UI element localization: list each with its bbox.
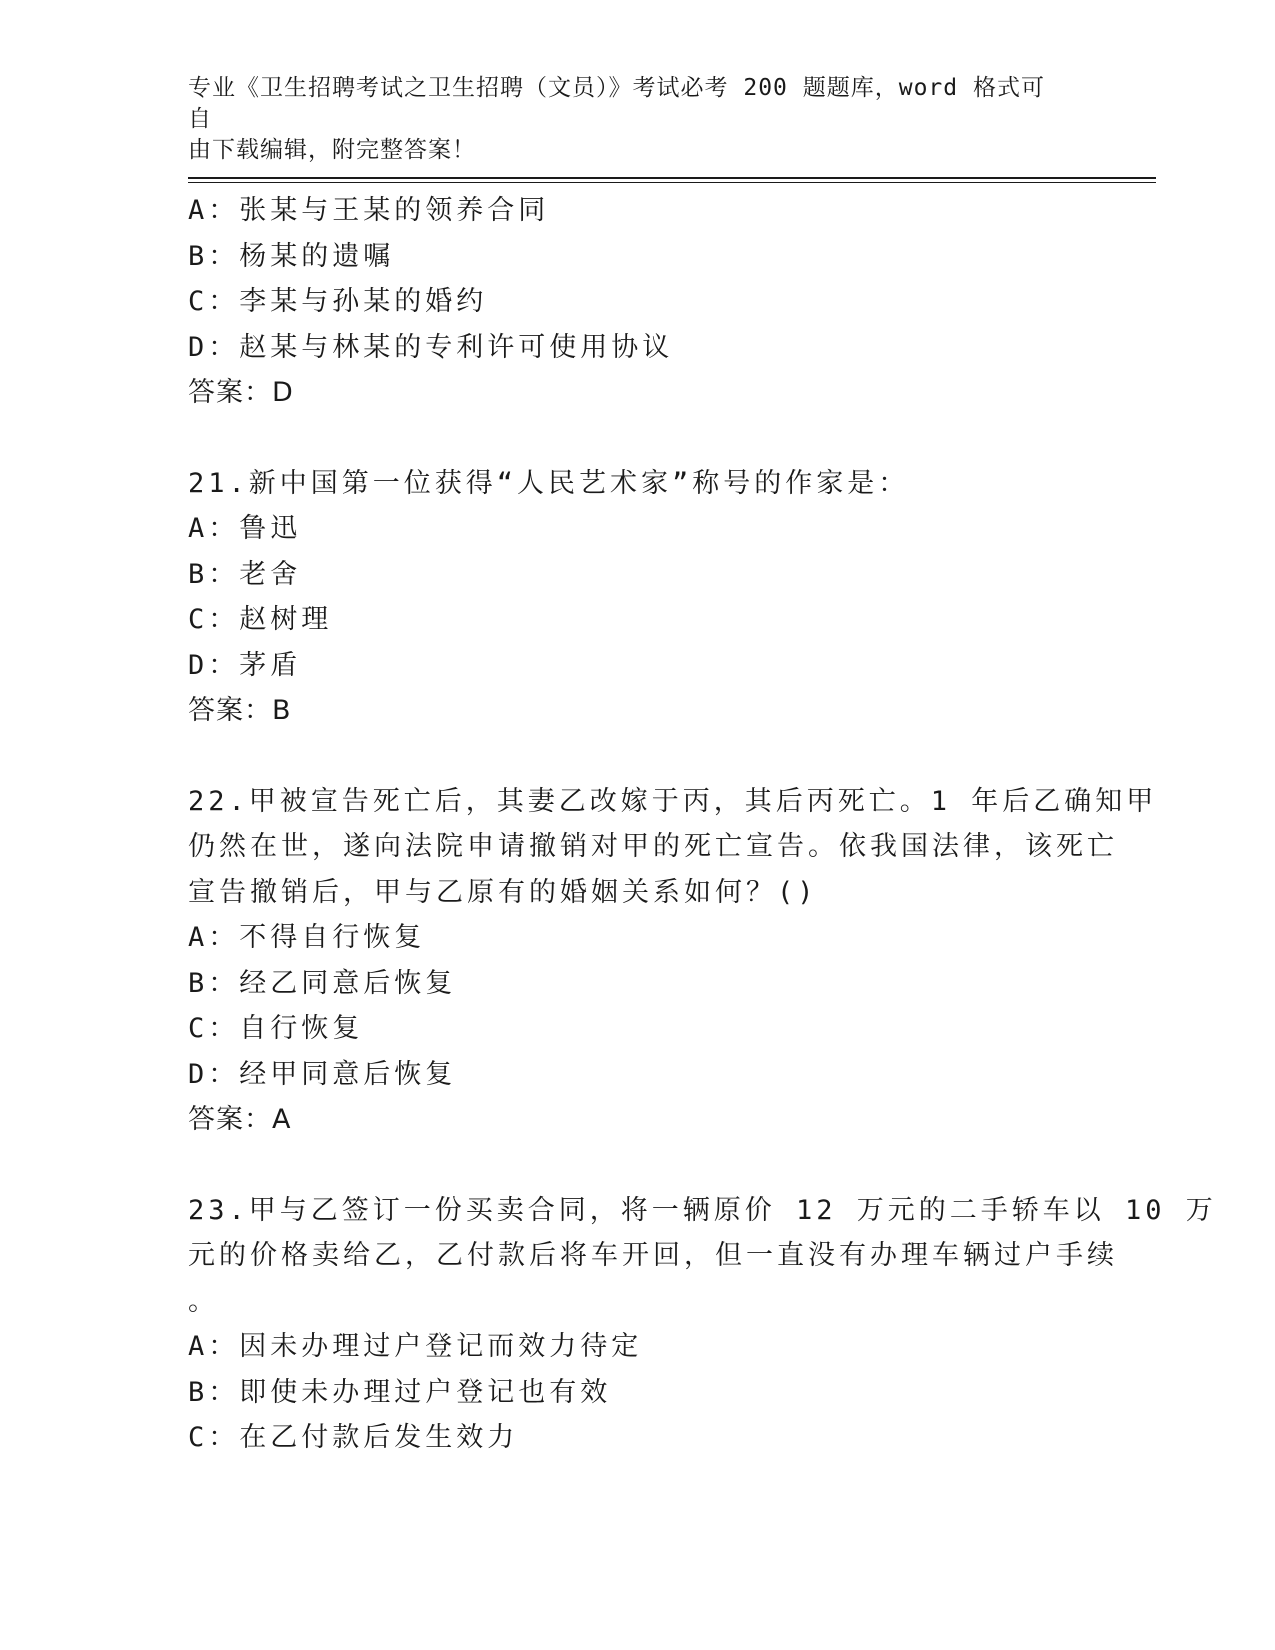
- question-20-block: [188, 188, 1088, 416]
- question-stem-line-3: 。: [188, 1285, 219, 1317]
- option-a: A：不得自行恢复: [188, 922, 426, 953]
- option-c: C：李某与孙某的婚约: [188, 286, 488, 317]
- option-c: C：自行恢复: [188, 1013, 364, 1044]
- question-stem-line-1: 22.甲被宣告死亡后，其妻乙改嫁于丙，其后丙死亡。1 年后乙确知甲: [188, 785, 1158, 817]
- option-b: B：经乙同意后恢复: [188, 967, 457, 999]
- answer-line: 答案：D: [188, 377, 294, 408]
- option-b: B：杨某的遗嘱: [188, 240, 395, 272]
- header-line-2: 由下载编辑，附完整答案！: [188, 137, 476, 163]
- option-c: C：赵树理: [188, 604, 333, 635]
- option-c: C：在乙付款后发生效力: [188, 1422, 519, 1453]
- header-line-1: 专业《卫生招聘考试之卫生招聘（文员）》考试必考 200 题题库，word 格式可自: [188, 75, 1045, 132]
- option-d: D：赵某与林某的专利许可使用协议: [188, 331, 674, 363]
- question-stem: 21.新中国第一位获得“人民艺术家”称号的作家是：: [188, 467, 910, 499]
- header-divider-thin: [188, 182, 1156, 183]
- question-stem-line-2: 仍然在世，遂向法院申请撤销对甲的死亡宣告。依我国法律，该死亡: [188, 831, 1118, 862]
- option-d: D：经甲同意后恢复: [188, 1058, 457, 1090]
- option-a: A：因未办理过户登记而效力待定: [188, 1331, 643, 1362]
- question-23-block: [188, 1188, 1217, 1461]
- spacer: [188, 1143, 1088, 1188]
- spacer: [188, 416, 1088, 461]
- answer-line: 答案：B: [188, 695, 292, 726]
- option-d: D：茅盾: [188, 649, 302, 681]
- question-22-block: [188, 779, 1158, 1143]
- answer-line: 答案：A: [188, 1104, 292, 1135]
- spacer: [188, 734, 1088, 779]
- option-a: A：鲁迅: [188, 513, 302, 544]
- question-list: [188, 188, 1217, 1461]
- question-stem-line-3: 宣告撤销后，甲与乙原有的婚姻关系如何？(): [188, 876, 818, 908]
- question-21-block: [188, 461, 1088, 734]
- option-b: B：老舍: [188, 558, 302, 590]
- option-a: A：张某与王某的领养合同: [188, 195, 550, 226]
- question-stem-line-1: 23.甲与乙签订一份买卖合同，将一辆原价 12 万元的二手轿车以 10 万: [188, 1194, 1217, 1226]
- question-stem-line-2: 元的价格卖给乙，乙付款后将车开回，但一直没有办理车辆过户手续: [188, 1240, 1118, 1271]
- header-divider-thick: [188, 177, 1156, 179]
- document-header: [188, 73, 1068, 166]
- option-b: B：即使未办理过户登记也有效: [188, 1376, 612, 1408]
